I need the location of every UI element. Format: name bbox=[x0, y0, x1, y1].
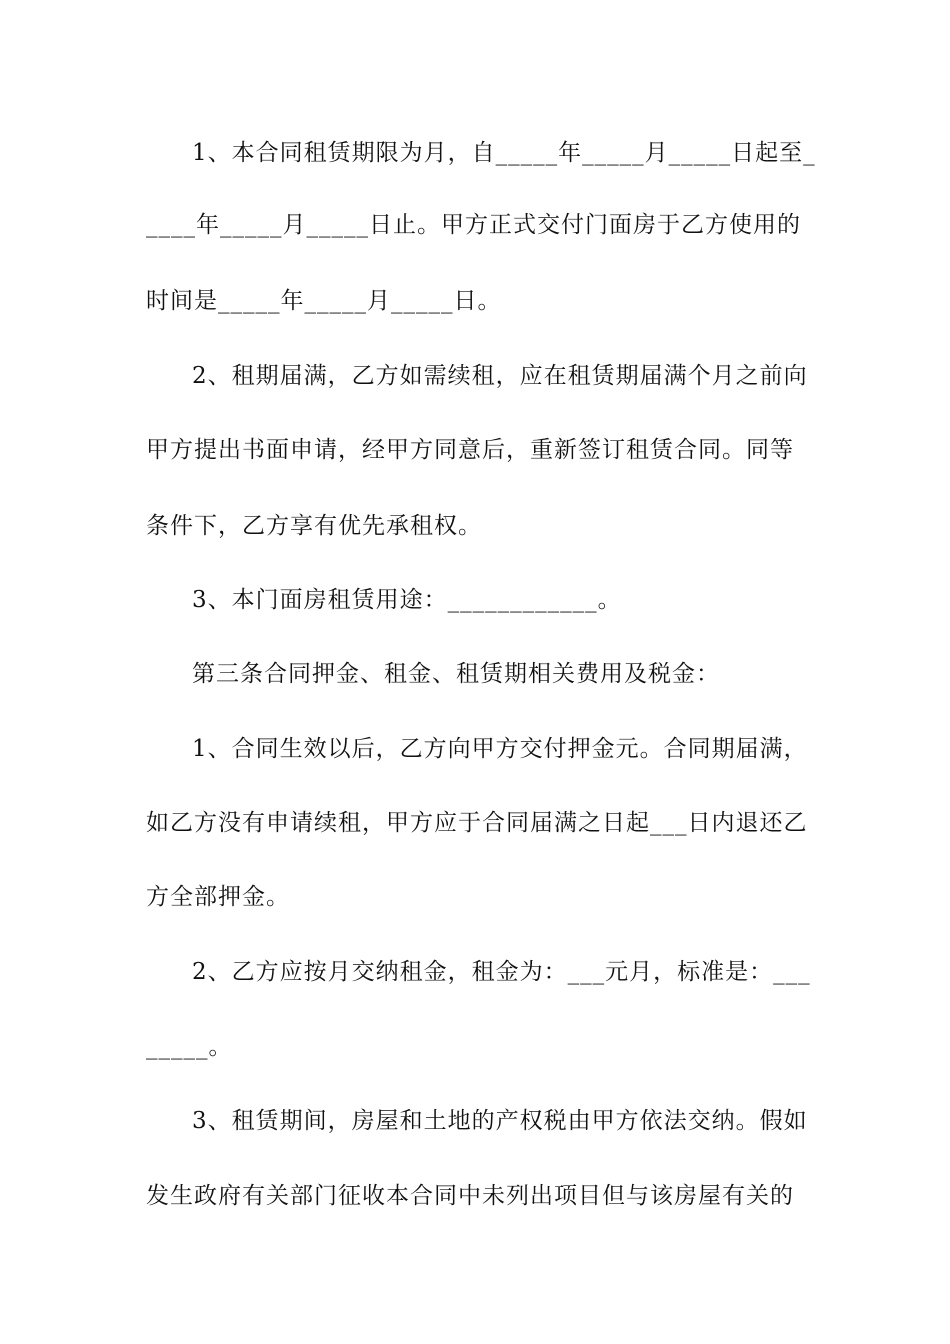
text-line: 2、租期届满，乙方如需续租，应在租赁期届满个月之前向 bbox=[192, 363, 808, 389]
text-line: 时间是_____年_____月_____日。 bbox=[146, 288, 502, 314]
text-line: 如乙方没有申请续租，甲方应于合同届满之日起___日内退还乙 bbox=[146, 810, 808, 836]
text-line: 发生政府有关部门征收本合同中未列出项目但与该房屋有关的 bbox=[146, 1183, 794, 1209]
text-line: 条件下，乙方享有优先承租权。 bbox=[146, 513, 482, 539]
text-line: 甲方提出书面申请，经甲方同意后，重新签订租赁合同。同等 bbox=[146, 437, 794, 463]
text-line: 1、本合同租赁期限为月，自_____年_____月_____日起至_ bbox=[192, 140, 816, 166]
text-line: 3、本门面房租赁用途：____________。 bbox=[192, 587, 622, 613]
text-line: 3、租赁期间，房屋和土地的产权税由甲方依法交纳。假如 bbox=[192, 1108, 808, 1134]
text-line: ____年_____月_____日止。甲方正式交付门面房于乙方使用的 bbox=[146, 212, 801, 238]
text-line: _____。 bbox=[146, 1034, 233, 1060]
text-line: 1、合同生效以后，乙方向甲方交付押金元。合同期届满， bbox=[192, 736, 808, 762]
section-heading: 第三条合同押金、租金、租赁期相关费用及税金： bbox=[192, 661, 720, 687]
text-line: 2、乙方应按月交纳租金，租金为：___元月，标准是：___ bbox=[192, 959, 811, 985]
text-line: 方全部押金。 bbox=[146, 884, 290, 910]
